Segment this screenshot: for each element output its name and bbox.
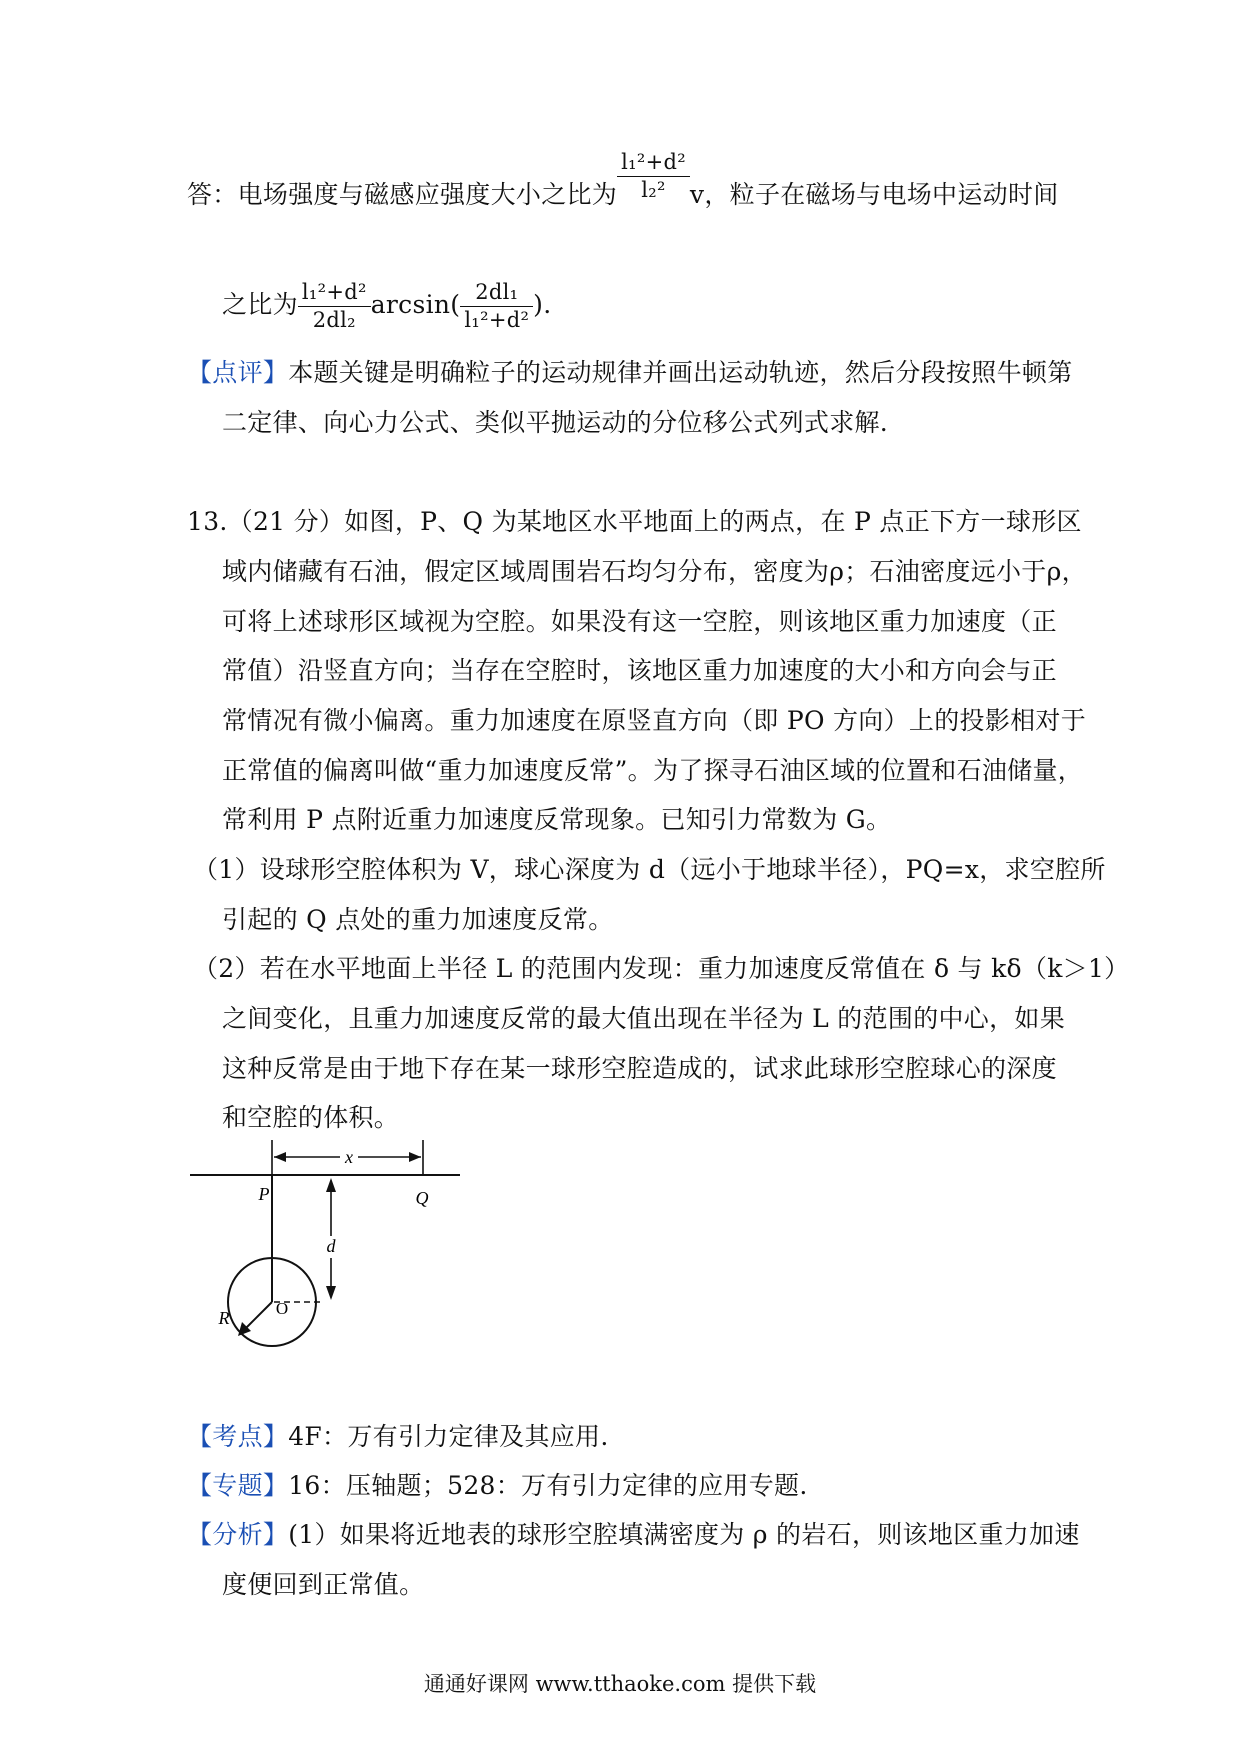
page-footer: 通通好课网 www.tthaoke.com 提供下载 — [423, 1672, 817, 1696]
answer-prefix: 答：电场强度与磁感应强度大小之比为 — [187, 180, 618, 209]
part2-line-2: 之间变化，且重力加速度反常的最大值出现在半径为 L 的范围的中心，如果 — [222, 1004, 1065, 1033]
label-d: d — [326, 1236, 336, 1256]
kaodian-tag: 【考点】 — [187, 1422, 289, 1451]
fraction-numerator: 2dl₁ — [475, 280, 519, 304]
label-q: Q — [415, 1188, 429, 1208]
kaodian-line — [187, 1420, 609, 1454]
fenxi-text-1: (1）如果将近地表的球形空腔填满密度为 ρ 的岩石，则该地区重力加速 — [288, 1520, 1080, 1549]
label-p: P — [258, 1184, 270, 1204]
zhuanti-text: 16：压轴题；528：万有引力定律的应用专题. — [288, 1471, 808, 1500]
question-line-1: 13.（21 分）如图，P、Q 为某地区水平地面上的两点，在 P 点正下方一球形区 — [187, 507, 1082, 536]
question-line-7: 常利用 P 点附近重力加速度反常现象。已知引力常数为 G。 — [222, 805, 892, 834]
comment-line-2: 二定律、向心力公式、类似平抛运动的分位移公式列式求解. — [222, 408, 889, 437]
question-line-5: 常情况有微小偏离。重力加速度在原竖直方向（即 PO 方向）上的投影相对于 — [222, 706, 1087, 735]
question-line-2: 域内储藏有石油，假定区域周围岩石均匀分布，密度为ρ；石油密度远小于ρ， — [222, 557, 1087, 586]
question-line-3: 可将上述球形区域视为空腔。如果没有这一空腔，则该地区重力加速度（正 — [222, 607, 1057, 636]
kaodian-text: 4F：万有引力定律及其应用. — [288, 1422, 609, 1451]
fraction-numerator: l₁²+d² — [621, 150, 686, 174]
zhuanti-line — [187, 1469, 808, 1503]
zhuanti-tag: 【专题】 — [187, 1471, 289, 1500]
fenxi-line-2: 度便回到正常值。 — [222, 1570, 425, 1599]
fraction-denominator: l₁²+d² — [460, 306, 533, 331]
fenxi-line-1 — [187, 1518, 1080, 1552]
part1-line-1: （1）设球形空腔体积为 V，球心深度为 d（远小于地球半径），PQ=x，求空腔所 — [193, 855, 1106, 884]
answer-tail: v，粒子在磁场与电场中运动时间 — [689, 180, 1059, 209]
question-line-4: 常值）沿竖直方向；当存在空腔时，该地区重力加速度的大小和方向会与正 — [222, 656, 1057, 685]
label-r: R — [218, 1308, 230, 1328]
answer-line-2 — [222, 282, 551, 331]
fraction-denominator: l₂² — [617, 176, 690, 201]
part2-line-4: 和空腔的体积。 — [222, 1103, 400, 1132]
answer-line-1 — [187, 150, 1059, 212]
part2-line-3: 这种反常是由于地下存在某一球形空腔造成的，试求此球形空腔球心的深度 — [222, 1054, 1057, 1083]
answer-line2-prefix: 之比为 — [222, 290, 298, 319]
part2-line-1: （2）若在水平地面上半径 L 的范围内发现：重力加速度反常值在 δ 与 kδ（k＞1） — [193, 954, 1130, 983]
field-ratio-fraction — [617, 152, 690, 201]
part1-line-2: 引起的 Q 点处的重力加速度反常。 — [222, 905, 614, 934]
fenxi-tag: 【分析】 — [187, 1520, 289, 1549]
fraction-denominator: 2dl₂ — [298, 306, 371, 331]
fraction-numerator: l₁²+d² — [301, 280, 367, 304]
question-line-6: 正常值的偏离叫做“重力加速度反常”。为了探寻石油区域的位置和石油储量， — [222, 756, 1084, 785]
arcsin-fraction — [460, 282, 533, 331]
answer-end: ). — [533, 290, 552, 319]
label-o: O — [275, 1299, 289, 1318]
cavity-diagram — [190, 1140, 470, 1360]
time-ratio-fraction — [298, 282, 371, 331]
label-x: x — [345, 1147, 353, 1167]
comment-tag: 【点评】 — [187, 358, 289, 387]
comment-line-1 — [187, 356, 1073, 390]
comment-text-1: 本题关键是明确粒子的运动规律并画出运动轨迹，然后分段按照牛顿第 — [288, 358, 1073, 387]
arcsin-text: arcsin( — [370, 290, 461, 319]
